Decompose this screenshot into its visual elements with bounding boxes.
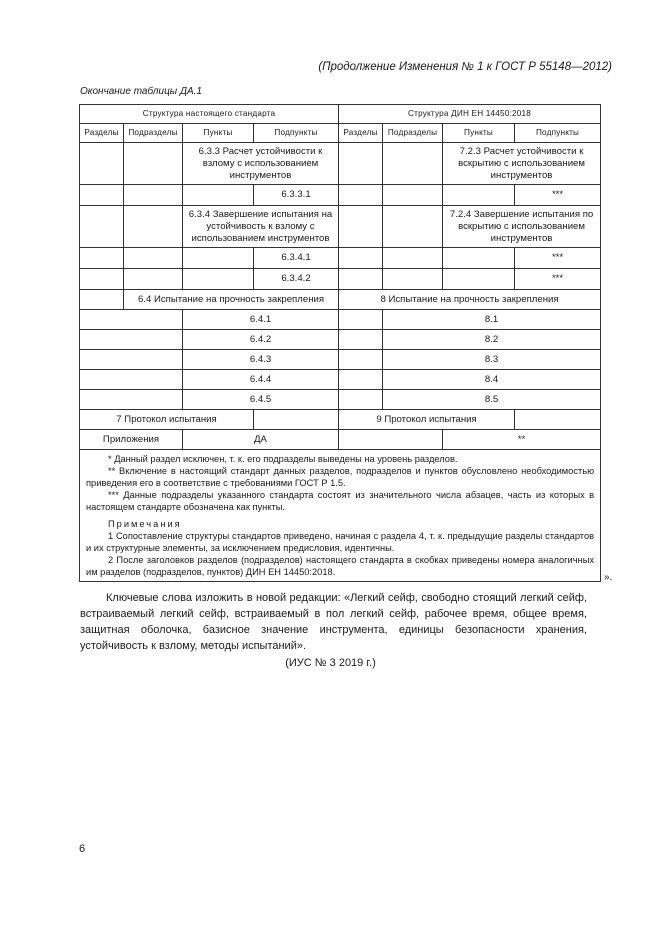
table-cell: 7 Протокол испытания (80, 410, 254, 430)
col-header: Разделы (80, 124, 124, 143)
table-cell: 6.4.2 (183, 330, 339, 350)
table-cell: ** (443, 430, 601, 450)
table-cell: 8.5 (383, 390, 601, 410)
table-row (80, 185, 601, 206)
table-row (80, 390, 601, 410)
table-cell: 6.4.3 (183, 350, 339, 370)
table-cell: 6.4.1 (183, 310, 339, 330)
table-cell: *** (515, 185, 601, 206)
table-cell: 6.4.5 (183, 390, 339, 410)
page-header: (Продолжение Изменения № 1 к ГОСТ Р 55148—2012) (318, 61, 612, 73)
table-row (80, 430, 601, 450)
table-cell: 6.4.4 (183, 370, 339, 390)
footnote: *** Данные подразделы указанного стандарта состоят из значительного числа абзацев, часть из которых в настоящем стандарте обозначена как пункты. (86, 490, 595, 512)
table-row (80, 410, 601, 430)
table-cell: 8 Испытание на прочность закрепления (339, 290, 601, 310)
group-header-right: Структура ДИН ЕН 14450:2018 (339, 105, 601, 124)
table-cell: 6.3.3 Расчет устойчивости к взлому с использованием инструментов (183, 143, 339, 185)
footnotes-cell (80, 450, 601, 582)
closing-quote: ». (604, 572, 613, 583)
table-group-header-row (80, 105, 601, 124)
table-row (80, 143, 601, 185)
table-cell: Приложения (80, 430, 183, 450)
note: 2 После заголовков разделов (подразделов) настоящего стандарта в скобках приведены номера аналогичных им разделов (подразделов, пунктов) ДИН ЕН 14450:2018. (86, 555, 595, 577)
table-cell: 6.3.4 Завершение испытания на устойчивость к взлому с использованием инструментов (183, 206, 339, 248)
table-row (80, 310, 601, 330)
table-cell: 6.3.4.2 (254, 269, 339, 290)
footnotes-row (80, 450, 601, 582)
table-cell: 7.2.4 Завершение испытания по вскрытию с использованием инструментов (443, 206, 601, 248)
table-row (80, 330, 601, 350)
col-header: Пункты (443, 124, 515, 143)
col-header: Подразделы (383, 124, 443, 143)
table-row (80, 370, 601, 390)
footnote: * Данный раздел исключен, т. к. его подразделы выведены на уровень разделов. (108, 454, 458, 464)
table-cell: 6.3.4.1 (254, 248, 339, 269)
table-cell: ДА (183, 430, 339, 450)
col-header: Подпункты (254, 124, 339, 143)
table-cell: 7.2.3 Расчет устойчивости к вскрытию с использованием инструментов (443, 143, 601, 185)
group-header-left: Структура настоящего стандарта (80, 105, 339, 124)
note: 1 Сопоставление структуры стандартов приведено, начиная с раздела 4, т. к. предыдущие разделы стандартов и их структурные элементы, за исключением предисловия, идентичны. (86, 531, 595, 553)
table-cell: 9 Протокол испытания (339, 410, 515, 430)
correspondence-table (79, 104, 601, 582)
col-header: Подпункты (515, 124, 601, 143)
table-cell: *** (515, 269, 601, 290)
ius-reference: (ИУС № 3 2019 г.) (285, 657, 376, 669)
keywords-paragraph: Ключевые слова изложить в новой редакции: «Легкий сейф, свободно стоящий легкий сейф, встраиваемый легкий сейф, встраиваемый в пол легкий сейф, рабочее время, общее время, защитная оболочка, базисное значение инструмента, единицы безопасности хранения, устойчивость к взлому, методы испытаний». (80, 592, 587, 652)
col-header: Пункты (183, 124, 254, 143)
table-column-header-row (80, 124, 601, 143)
table-row (80, 350, 601, 370)
notes-title: Примечания (108, 519, 182, 529)
table-row (80, 206, 601, 248)
table-cell: 8.1 (383, 310, 601, 330)
table-cell: 8.2 (383, 330, 601, 350)
table-cell: 6.4 Испытание на прочность закрепления (124, 290, 339, 310)
table-row (80, 290, 601, 310)
table-row (80, 269, 601, 290)
page-number: 6 (79, 843, 86, 855)
col-header: Подразделы (124, 124, 183, 143)
table-row (80, 248, 601, 269)
table-caption: Окончание таблицы ДА.1 (80, 86, 202, 97)
col-header: Разделы (339, 124, 383, 143)
table-cell: 8.3 (383, 350, 601, 370)
table-cell: *** (515, 248, 601, 269)
table-cell: 6.3.3.1 (254, 185, 339, 206)
table-cell: 8.4 (383, 370, 601, 390)
footnote: ** Включение в настоящий стандарт данных разделов, подразделов и пунктов обусловлено необходимостью приведения его в соответствие с требованиями ГОСТ Р 1.5. (86, 466, 595, 488)
